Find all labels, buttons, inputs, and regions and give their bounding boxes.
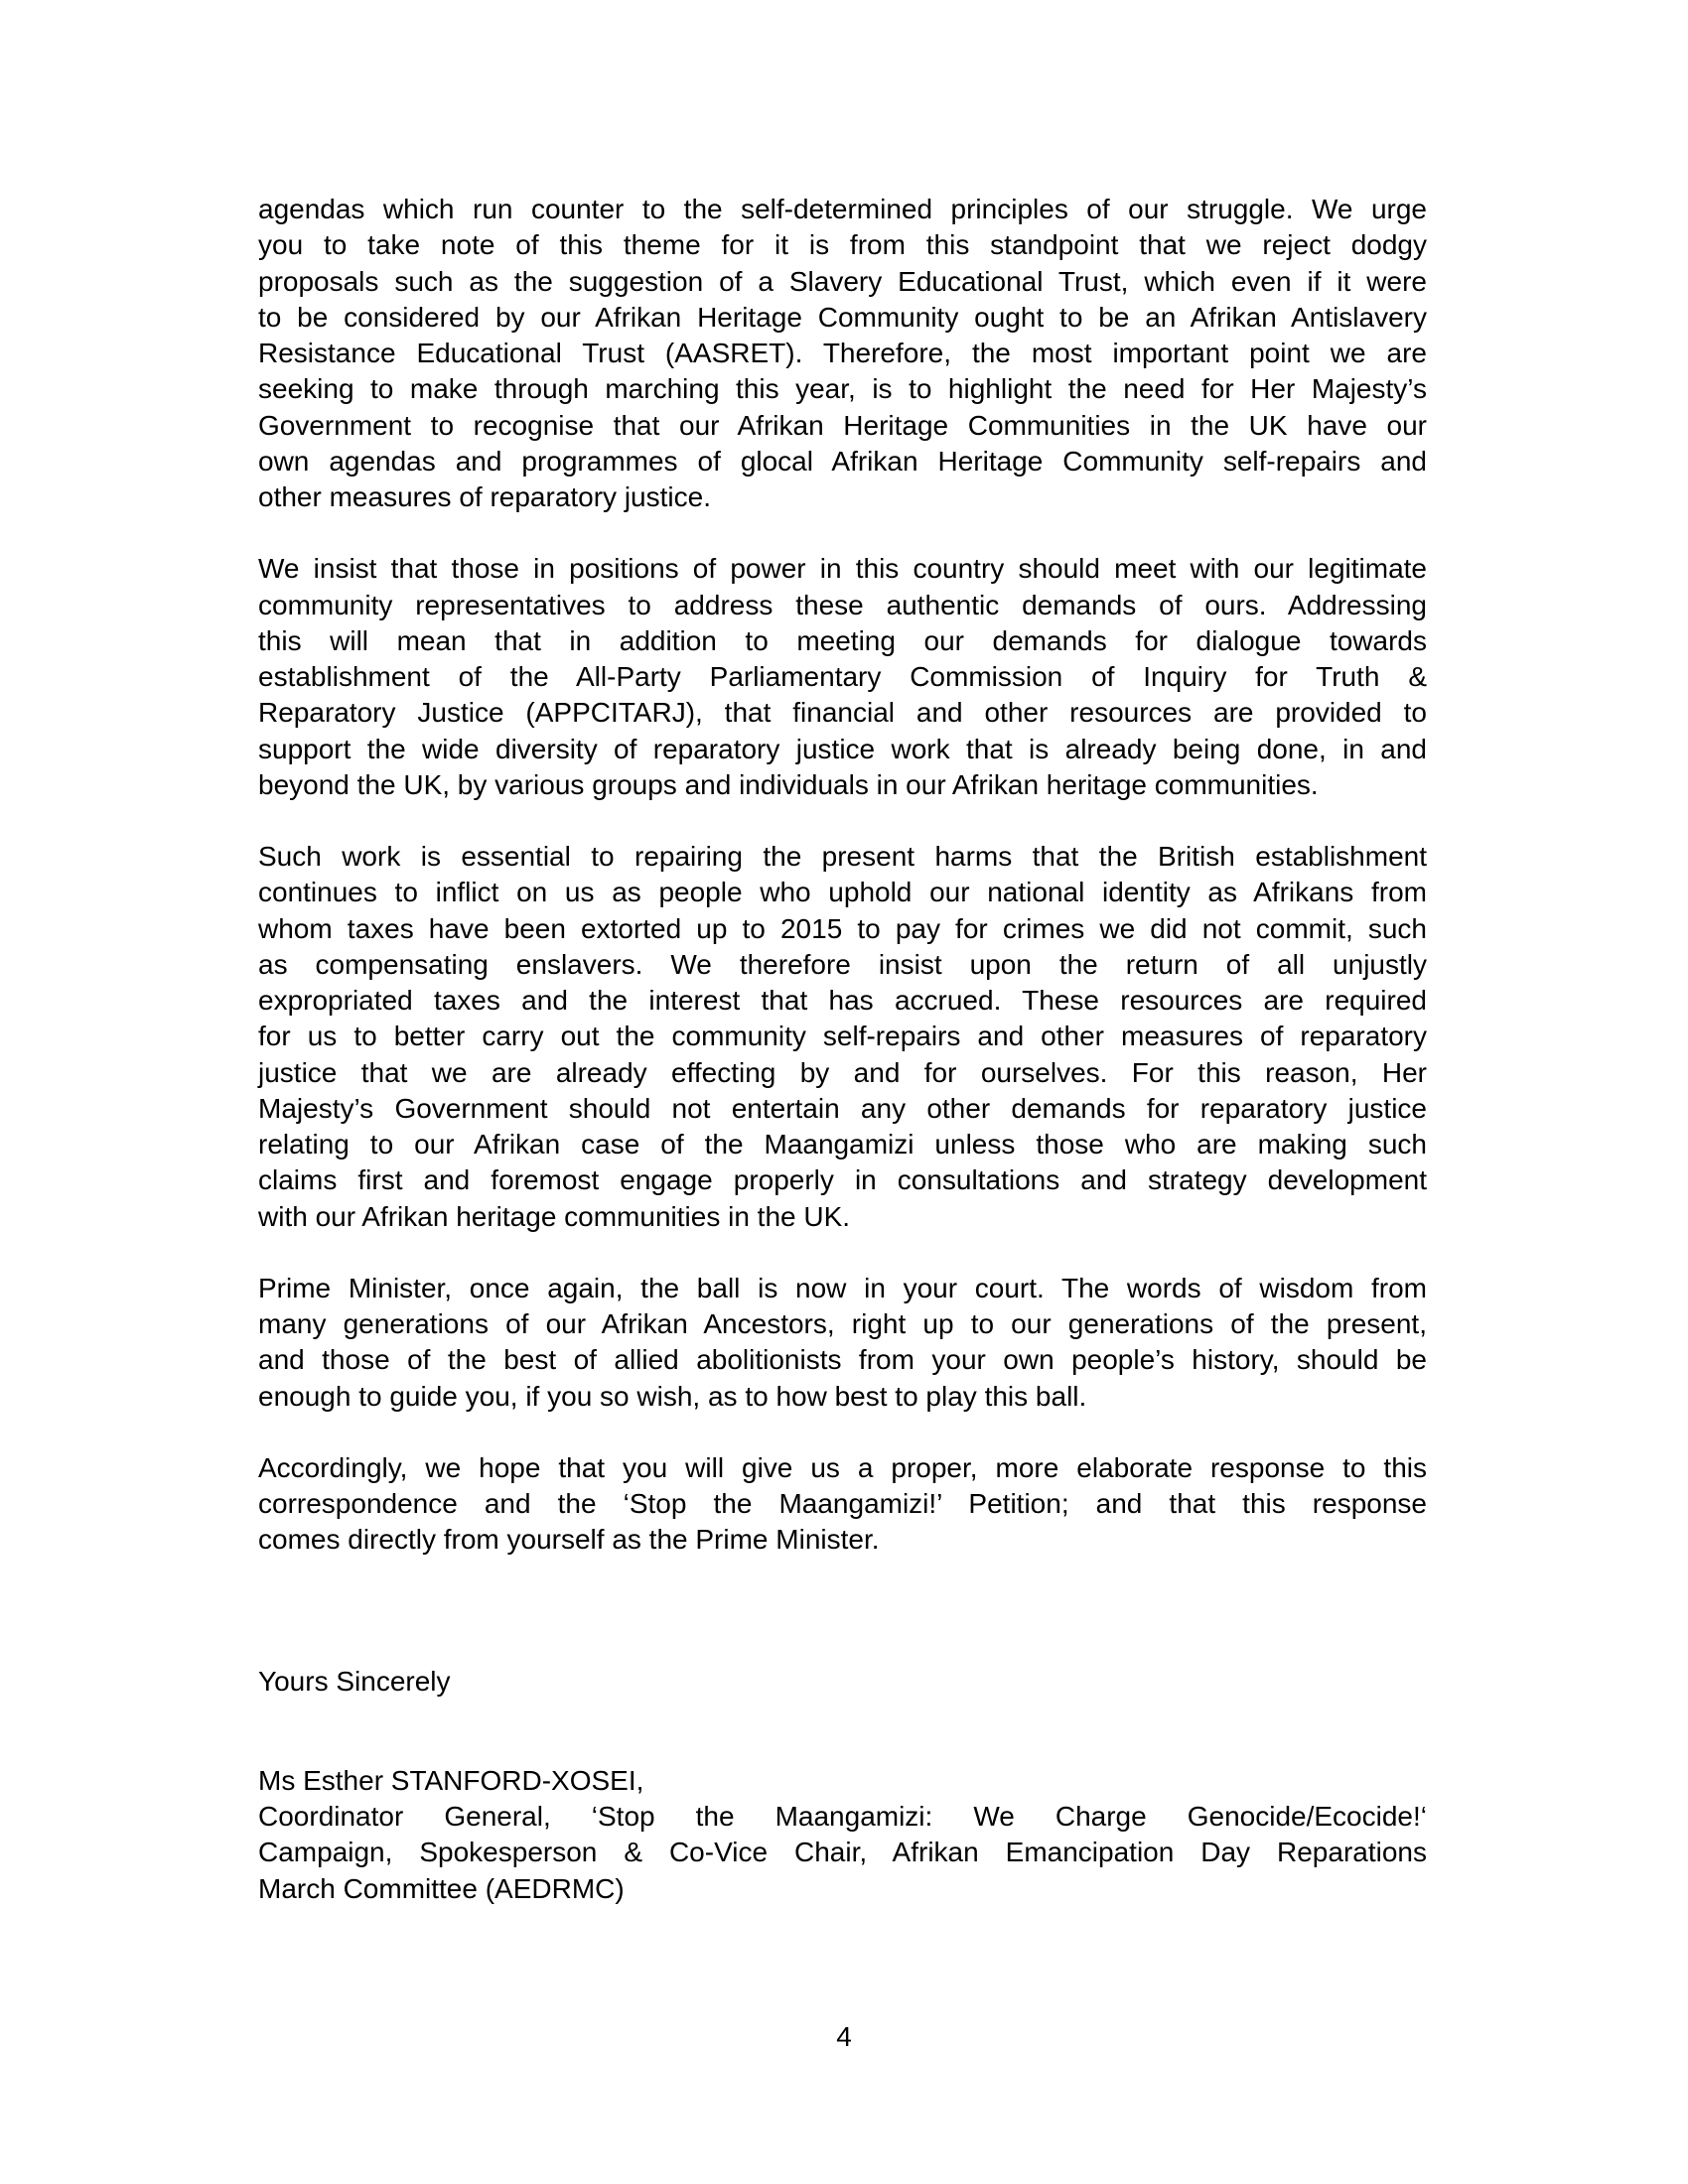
paragraph-line: beyond the UK, by various groups and individuals in our Afrikan heritage communities.: [258, 768, 1319, 800]
paragraph-line: comes directly from yourself as the Prime Minister.: [258, 1524, 880, 1556]
signature-name: Ms Esther STANFORD-XOSEI,: [258, 1764, 644, 1796]
paragraph-line: expropriated taxes and the interest that has accrued. These resources are required: [258, 985, 1427, 1016]
paragraph: [258, 839, 1427, 1235]
paragraph-line: you to take note of this theme for it is from this standpoint that we reject dodgy: [258, 229, 1427, 261]
paragraph-line: relating to our Afrikan case of the Maangamizi unless those who are making such: [258, 1129, 1427, 1160]
paragraph-line: Majesty’s Government should not entertain any other demands for reparatory justice: [258, 1092, 1427, 1124]
paragraph-line: other measures of reparatory justice.: [258, 481, 711, 512]
paragraph-line: Prime Minister, once again, the ball is now in your court. The words of wisdom from: [258, 1272, 1427, 1303]
paragraph: [258, 551, 1427, 803]
paragraph-line: to be considered by our Afrikan Heritage Community ought to be an Afrikan Antislavery: [258, 301, 1427, 333]
paragraph: [258, 1450, 1427, 1559]
paragraph-line: Accordingly, we hope that you will give us a proper, more elaborate response to this: [258, 1451, 1427, 1483]
paragraph-line: claims first and foremost engage properly in consultations and strategy development: [258, 1164, 1427, 1196]
letter-paragraphs: [258, 192, 1427, 1559]
paragraph-line: this will mean that in addition to meeting our demands for dialogue towards: [258, 624, 1427, 656]
paragraph-line: agendas which run counter to the self-determined principles of our struggle. We urge: [258, 194, 1427, 224]
signature-title-line: Campaign, Spokesperson & Co-Vice Chair, Afrikan Emancipation Day Reparations: [258, 1837, 1427, 1868]
paragraph-line: and those of the best of allied abolitionists from your own people’s history, should be: [258, 1344, 1427, 1376]
closing-salutation: Yours Sincerely: [258, 1665, 451, 1697]
paragraph-line: correspondence and the ‘Stop the Maangamizi!’ Petition; and that this response: [258, 1488, 1427, 1519]
paragraph-line: enough to guide you, if you so wish, as to how best to play this ball.: [258, 1380, 1087, 1412]
paragraph-line: Reparatory Justice (APPCITARJ), that financial and other resources are provided to: [258, 697, 1427, 729]
paragraph-line: as compensating enslavers. We therefore insist upon the return of all unjustly: [258, 948, 1427, 980]
paragraph-line: with our Afrikan heritage communities in the UK.: [258, 1200, 851, 1232]
signature-title: [258, 1799, 1427, 1907]
paragraph-line: Resistance Educational Trust (AASRET). Therefore, the most important point we are: [258, 338, 1427, 368]
paragraph-line: community representatives to address these authentic demands of ours. Addressing: [258, 589, 1427, 620]
paragraph-line: justice that we are already effecting by and for ourselves. For this reason, Her: [258, 1056, 1427, 1088]
paragraph-line: own agendas and programmes of glocal Afrikan Heritage Community self-repairs and: [258, 445, 1427, 477]
paragraph-line: Government to recognise that our Afrikan Heritage Communities in the UK have our: [258, 409, 1427, 441]
paragraph: [258, 192, 1427, 515]
signature-title-line: March Committee (AEDRMC): [258, 1872, 625, 1904]
paragraph-line: for us to better carry out the community self-repairs and other measures of reparatory: [258, 1021, 1427, 1052]
paragraph-line: We insist that those in positions of power in this country should meet with our legitimate: [258, 553, 1427, 585]
paragraph-line: Such work is essential to repairing the present harms that the British establishment: [258, 841, 1427, 872]
paragraph-line: continues to inflict on us as people who uphold our national identity as Afrikans from: [258, 877, 1427, 908]
page-number: 4: [836, 2021, 852, 2052]
paragraph-line: seeking to make through marching this year, is to highlight the need for Her Majesty’s: [258, 373, 1427, 405]
paragraph-line: establishment of the All-Party Parliamentary Commission of Inquiry for Truth &: [258, 661, 1427, 692]
signature-title-line: Coordinator General, ‘Stop the Maangamizi: We Charge Genocide/Ecocide!‘: [258, 1801, 1427, 1832]
paragraph-line: many generations of our Afrikan Ancestors, right up to our generations of the present,: [258, 1308, 1427, 1339]
paragraph-line: whom taxes have been extorted up to 2015 to pay for crimes we did not commit, such: [258, 912, 1427, 944]
paragraph-line: support the wide diversity of reparatory justice work that is already being done, in and: [258, 733, 1427, 764]
paragraph: [258, 1271, 1427, 1415]
letter-body: [258, 192, 1427, 1907]
paragraph-line: proposals such as the suggestion of a Slavery Educational Trust, which even if it were: [258, 265, 1427, 297]
